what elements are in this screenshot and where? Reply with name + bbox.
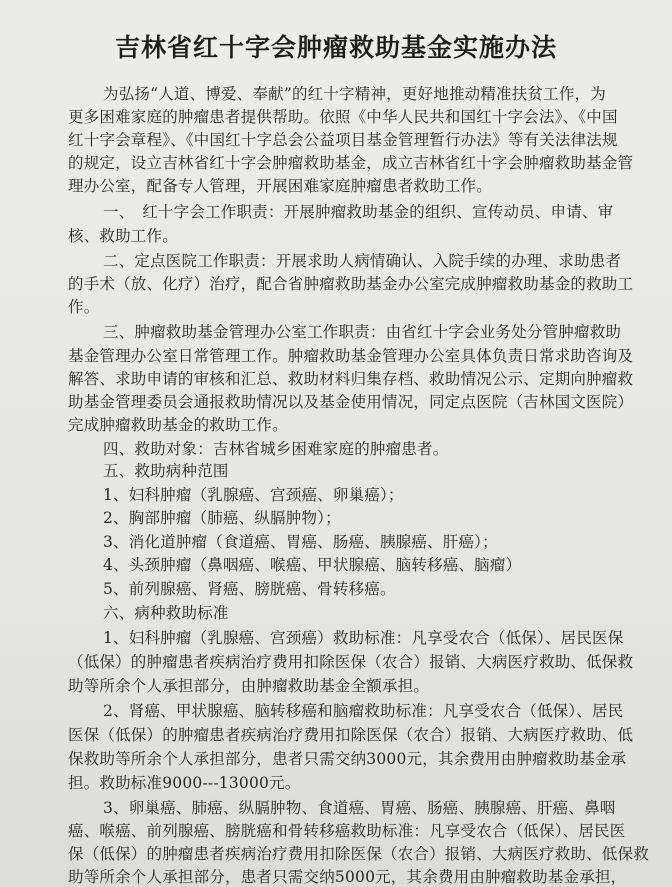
body-line: 助基金管理委员会通报救助情况以及基金使用情况，同定点医院（吉林国文医院） [68, 393, 634, 411]
body-line: 的规定，设立吉林省红十字会肿瘤救助基金，成立吉林省红十字会肿瘤救助基金管 [68, 154, 634, 172]
body-line: 红十字会章程》、《中国红十字总会公益项目基金管理暂行办法》等有关法律法规 [68, 131, 618, 149]
body-line: 三、肿瘤救助基金管理办公室工作职责：由省红十字会业务处分管肿瘤救助 [103, 323, 622, 341]
body-line: 理办公室，配备专人管理，开展困难家庭肿瘤患者救助工作。 [68, 177, 492, 195]
body-line: 的手术（放、化疗）治疗，配合省肿瘤救助基金办公室完成肿瘤救助基金的救助工 [68, 275, 634, 293]
document-title: 吉林省红十字会肿瘤救助基金实施办法 [114, 33, 557, 62]
body-line: 完成肿瘤救助基金的救助工作。 [68, 416, 288, 434]
body-line: 助等所余个人承担部分，患者只需交纳5000元，其余费用由肿瘤救助基金承担， [68, 868, 627, 886]
body-line: 核、救助工作。 [68, 227, 178, 245]
body-line: 3、卵巢癌、肺癌、纵膈肿物、食道癌、胃癌、肠癌、胰腺癌、肝癌、鼻咽 [103, 799, 616, 817]
body-line: 2、肾癌、甲状腺癌、脑转移癌和脑瘤救助标准：凡享受农合（低保）、居民 [103, 702, 624, 720]
body-line: 担。救助标准9000---13000元。 [68, 774, 301, 792]
body-line: 1、妇科肿瘤（乳腺癌、宫颈癌、卵巢癌）； [103, 486, 404, 504]
body-line: 作。 [68, 298, 100, 316]
body-line: 解答、求助申请的审核和汇总、救助材料归集存档、救助情况公示、定期向肿瘤救 [68, 370, 634, 388]
body-line: 四、救助对象：吉林省城乡困难家庭的肿瘤患者。 [103, 440, 449, 458]
body-line: 二、定点医院工作职责：开展求助人病情确认、入院手续的办理、求助患者 [103, 252, 622, 270]
body-line: 一、 红十字会工作职责：开展肿瘤救助基金的组织、宣传动员、申请、审 [103, 203, 614, 221]
body-line: 4、头颈肿瘤（鼻咽癌、喉癌、甲状腺癌、脑转移癌、脑瘤） [103, 556, 522, 574]
body-line: 1、妇科肿瘤（乳腺癌、宫颈癌）救助标准：凡享受农合（低保）、居民医保 [103, 629, 624, 647]
body-line: 保（低保）的肿瘤患者疾病治疗费用扣除医保（农合）报销、大病医疗救助、低保救 [68, 845, 649, 863]
body-line: 保救助等所余个人承担部分，患者只需交纳3000元，其余费用由肿瘤救助基金承 [68, 750, 627, 768]
body-line: 助等所余个人承担部分，由肿瘤救助基金全额承担。 [68, 677, 430, 695]
body-line: （低保）的肿瘤患者疾病治疗费用扣除医保（农合）报销、大病医疗救助、低保救 [68, 653, 634, 671]
body-line: 2、胸部肿瘤（肺癌、纵膈肿物）； [103, 509, 341, 527]
body-line: 基金管理办公室日常管理工作。肿瘤救助基金管理办公室具体负责日常求助咨询及 [68, 347, 634, 365]
body-line: 更多困难家庭的肿瘤患者提供帮助。依照《中华人民共和国红十字会法》、《中国 [68, 108, 618, 126]
body-line: 3、消化道肿瘤（食道癌、胃癌、肠癌、胰腺癌、肝癌）； [103, 533, 498, 551]
body-line: 5、前列腺癌、肾癌、膀胱癌、骨转移癌。 [103, 580, 396, 598]
body-line: 五、救助病种范围 [103, 462, 229, 480]
body-line: 癌、喉癌、前列腺癌、膀胱癌和骨转移癌救助标准：凡享受农合（低保）、居民医 [68, 822, 626, 840]
body-line: 六、病种救助标准 [103, 604, 229, 622]
body-line: 医保（低保）的肿瘤患者疾病治疗费用扣除医保（农合）报销、大病医疗救助、低 [68, 726, 634, 744]
body-line: 为弘扬“人道、博爱、奉献”的红十字精神，更好地推动精准扶贫工作，为 [103, 85, 606, 103]
